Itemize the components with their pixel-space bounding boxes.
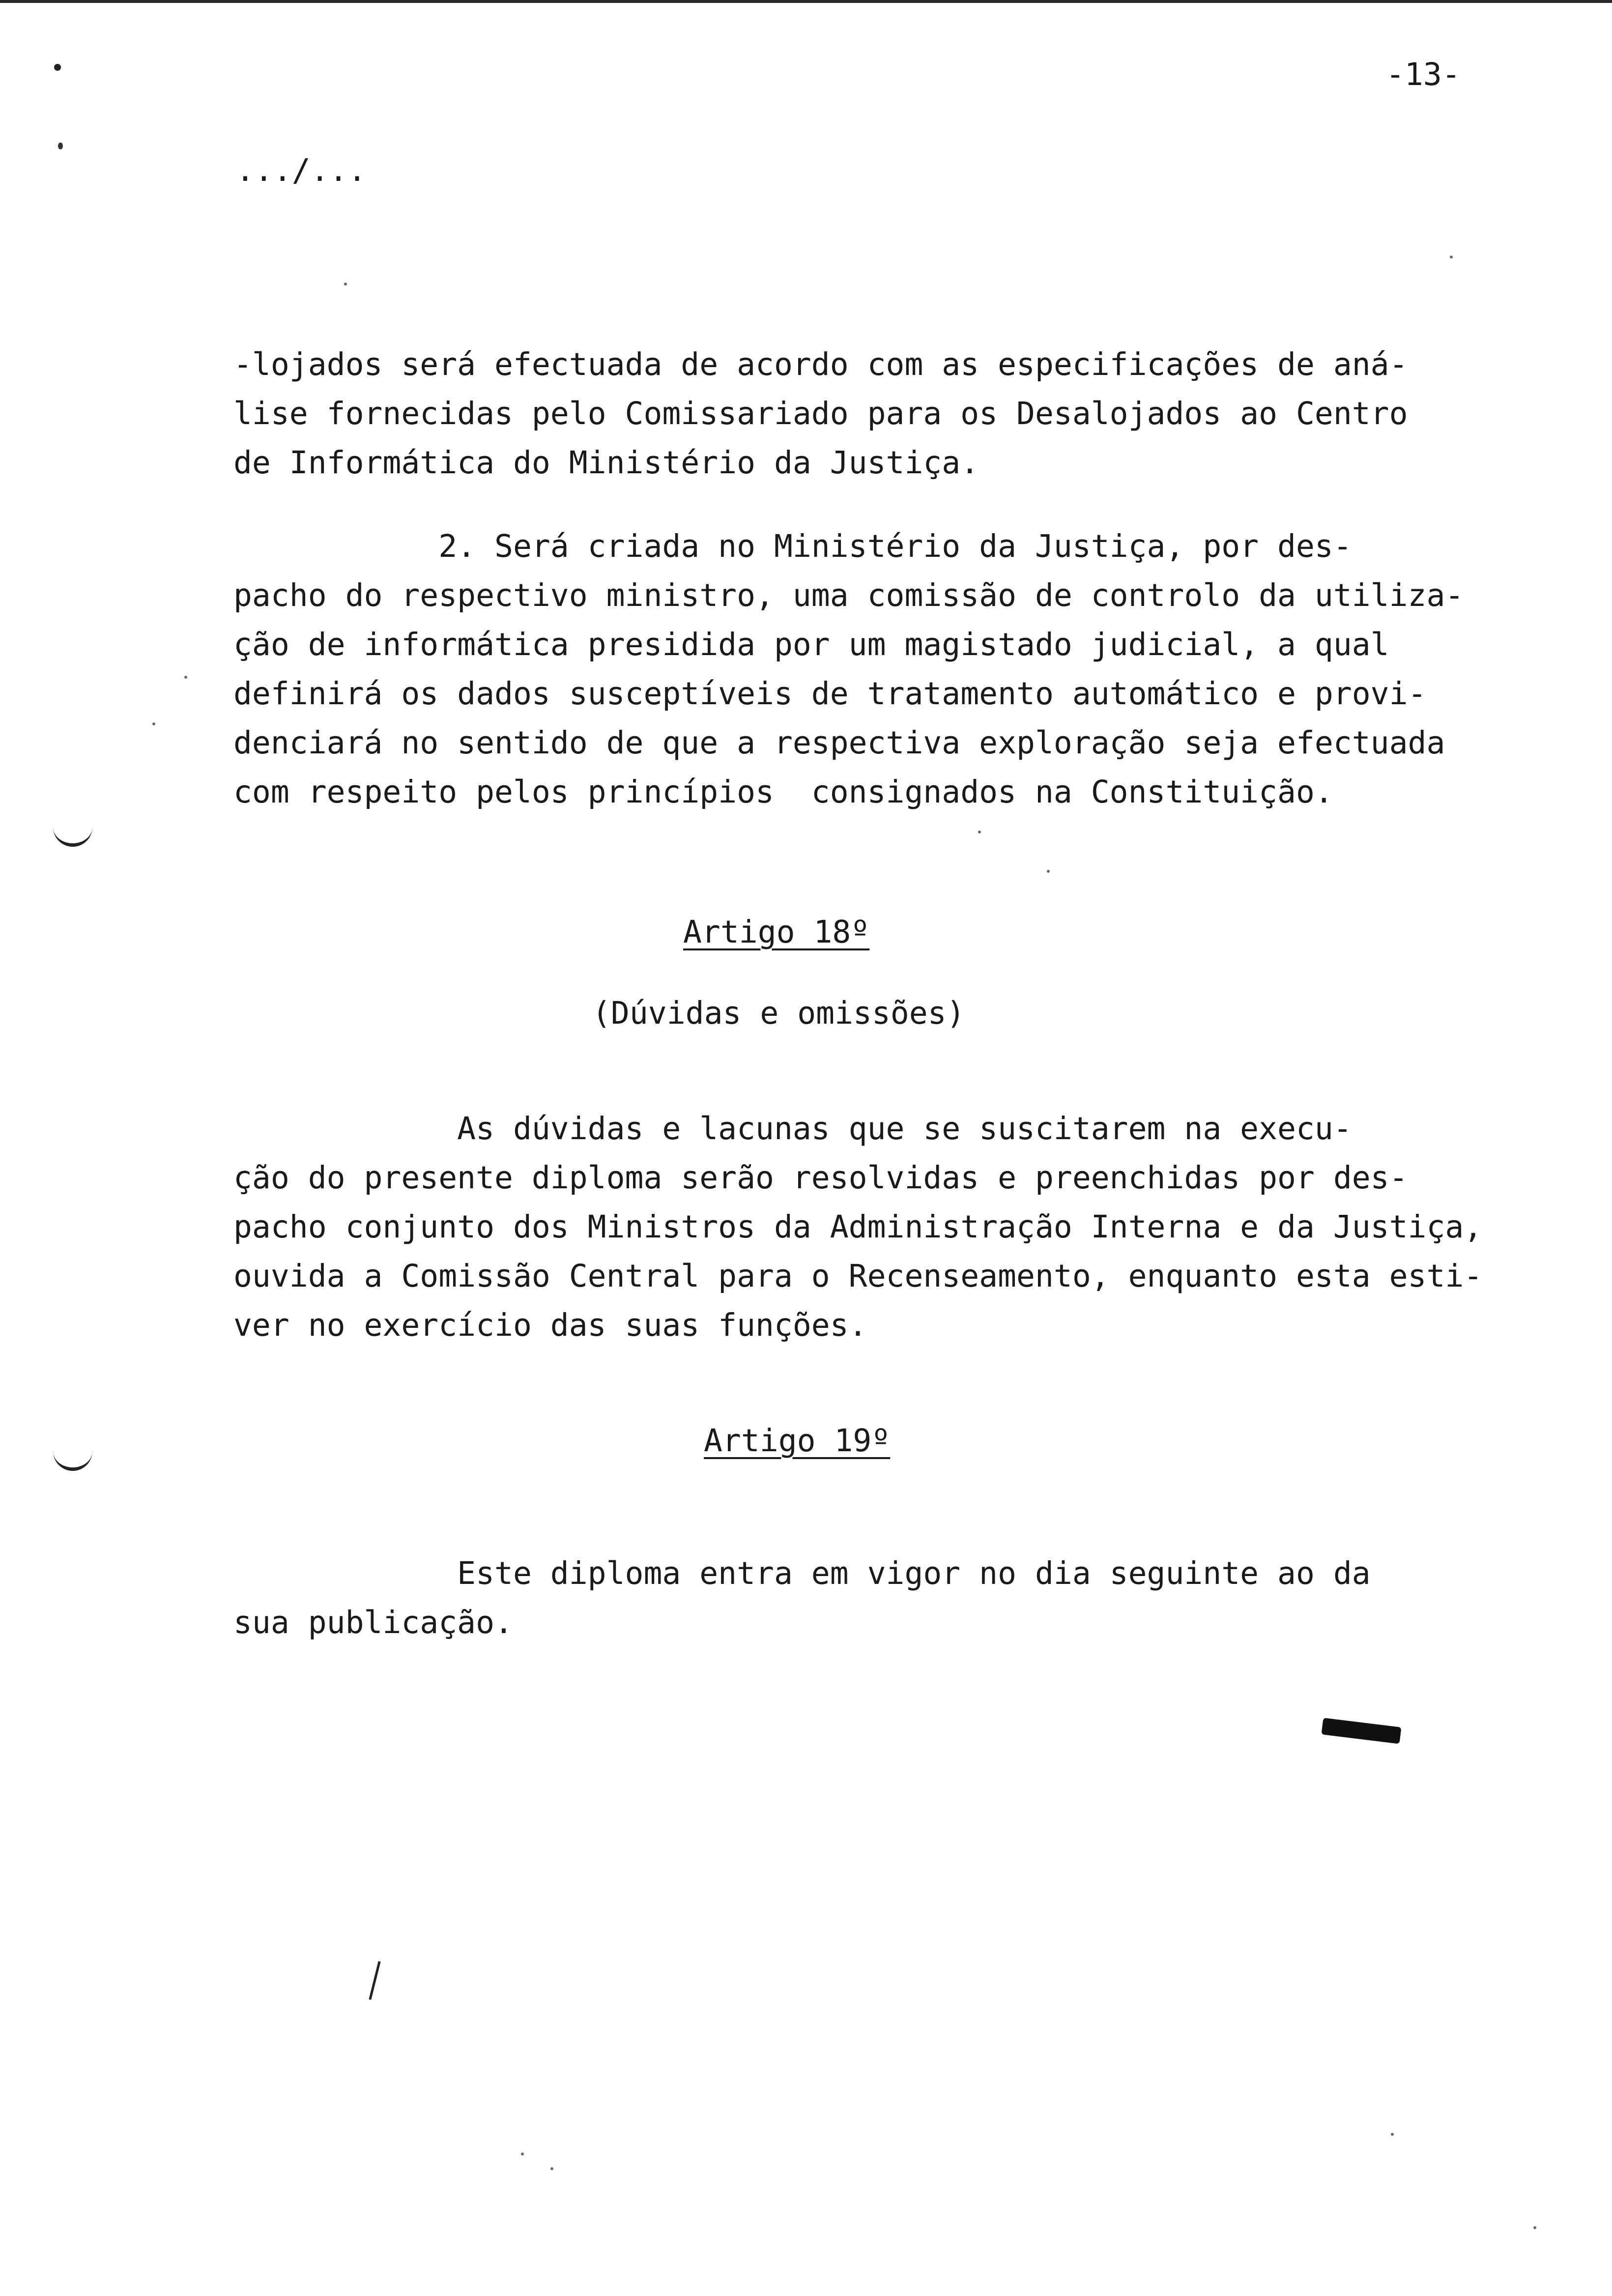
paragraph-line: pacho conjunto dos Ministros da Administração Interna e da Justiça, — [233, 1209, 1483, 1245]
scan-speck — [184, 676, 187, 679]
paragraph-line: ção de informática presidida por um magistado judicial, a qual — [233, 627, 1389, 662]
paragraph-line: com respeito pelos princípios consignados na Constituição. — [233, 774, 1333, 810]
scan-speck — [978, 831, 981, 833]
paragraph-line: As dúvidas e lacunas que se suscitarem na execu- — [233, 1111, 1352, 1147]
scan-speck — [344, 283, 347, 286]
paragraph-line: -lojados será efectuada de acordo com as especificações de aná- — [233, 346, 1408, 382]
scan-speck — [152, 722, 155, 725]
article-18-heading: Artigo 18º — [683, 914, 870, 950]
binding-hole-mark — [53, 826, 92, 847]
scan-speck — [54, 64, 61, 71]
paragraph-line: 2. Será criada no Ministério da Justiça, por des- — [233, 528, 1352, 564]
continuation-marker: .../... — [236, 152, 367, 188]
paragraph-line: sua publicação. — [233, 1605, 513, 1640]
scan-speck — [521, 2152, 524, 2155]
paragraph-line: lise fornecidas pelo Comissariado para os Desalojados ao Centro — [233, 396, 1408, 431]
scan-speck — [1450, 256, 1453, 258]
scan-speck — [1047, 870, 1050, 873]
paragraph-line: ção do presente diploma serão resolvidas e preenchidas por des- — [233, 1160, 1408, 1196]
top-border-line — [0, 0, 1612, 3]
page-number: -13- — [1386, 57, 1461, 92]
scan-speck — [58, 143, 63, 149]
paragraph-line: de Informática do Ministério da Justiça. — [233, 445, 979, 481]
paragraph-line: ouvida a Comissão Central para o Recenseamento, enquanto esta esti- — [233, 1258, 1483, 1294]
scan-speck — [550, 2167, 553, 2170]
paragraph-line: definirá os dados susceptíveis de tratamento automático e provi- — [233, 676, 1427, 712]
paragraph-line: ver no exercício das suas funções. — [233, 1307, 867, 1343]
pen-stroke — [369, 1961, 380, 2000]
paragraph-line: Este diploma entra em vigor no dia seguinte ao da — [233, 1555, 1371, 1591]
scan-speck — [1533, 2226, 1536, 2229]
article-18-subheading: (Dúvidas e omissões) — [592, 995, 965, 1031]
scan-speck — [1391, 2133, 1394, 2136]
paragraph-line: denciará no sentido de que a respectiva exploração seja efectuada — [233, 725, 1445, 761]
binding-hole-mark — [53, 1450, 92, 1471]
ink-smudge — [1322, 1718, 1402, 1744]
paragraph-line: pacho do respectivo ministro, uma comissão de controlo da utiliza- — [233, 577, 1464, 613]
article-19-heading: Artigo 19º — [704, 1423, 891, 1459]
